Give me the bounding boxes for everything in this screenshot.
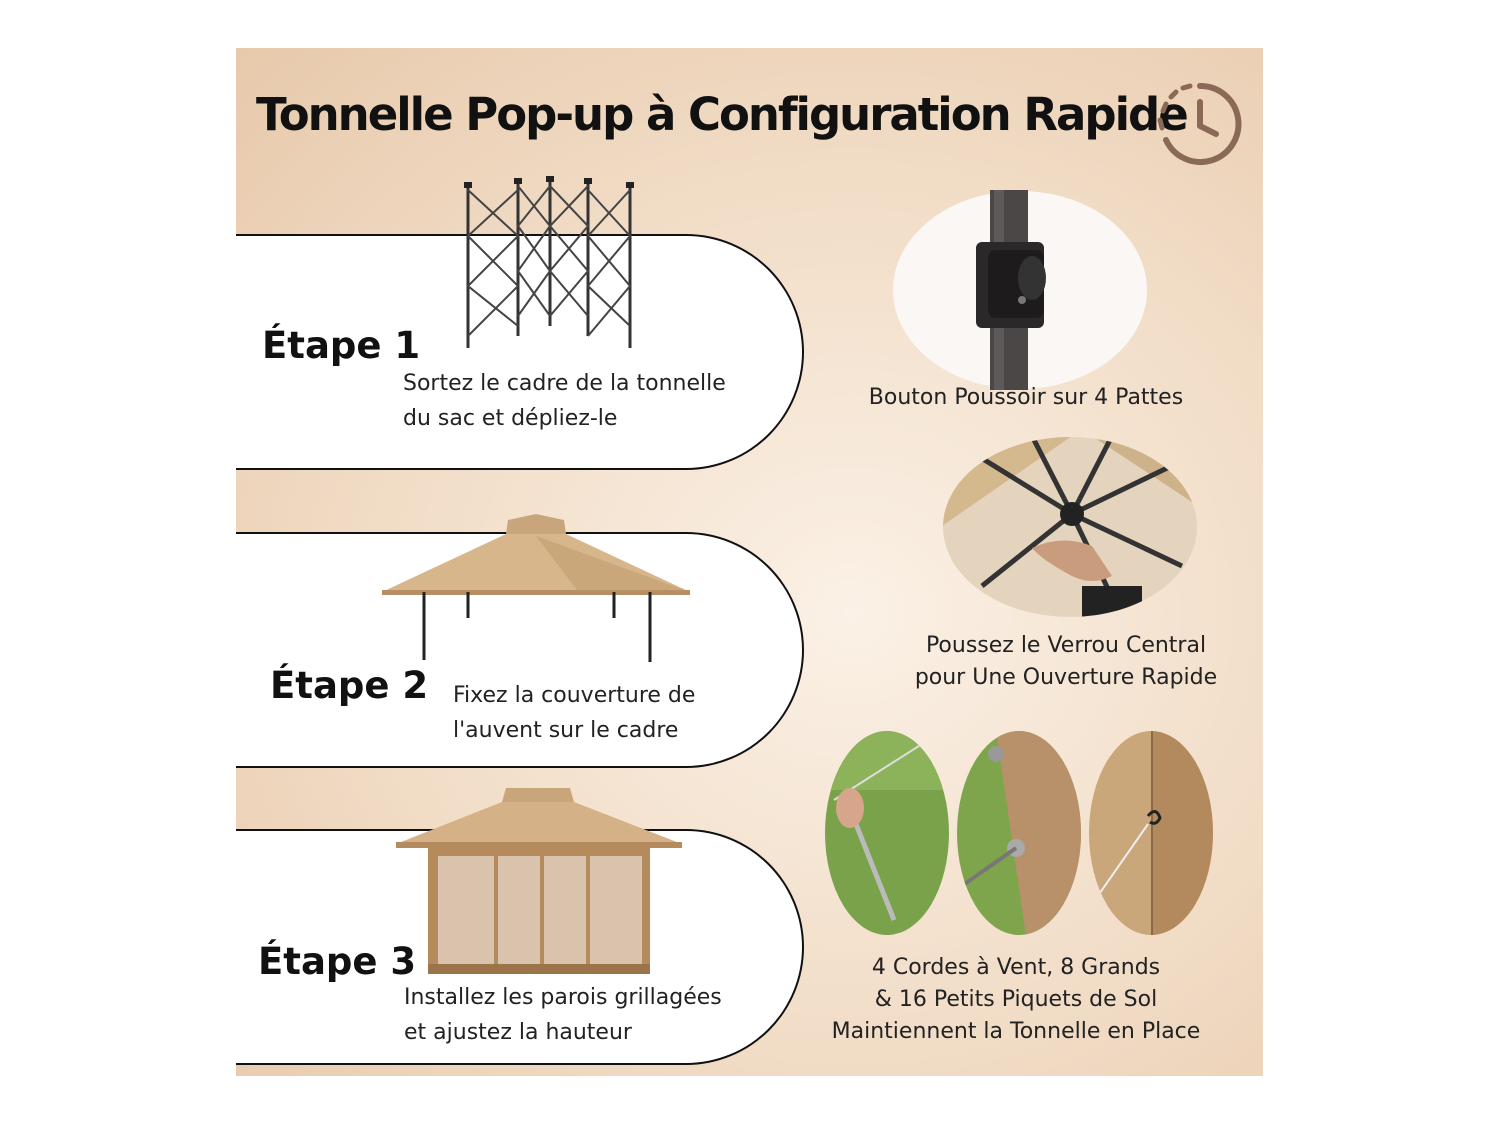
feature-3-caption: [796, 952, 1236, 1048]
stake-on-grass-image: [824, 730, 950, 936]
step-3-label: Étape 3: [258, 940, 417, 983]
step-1-label: Étape 1: [262, 324, 421, 367]
feature-2-caption: [856, 630, 1263, 694]
feature-2-caption-line-1: Poussez le Verrou Central: [925, 633, 1207, 658]
feature-2-caption-line-2: pour Une Ouverture Rapide: [914, 665, 1218, 690]
step-3-description-line-1: Installez les parois grillagées: [404, 985, 722, 1010]
feature-3-caption-line-3: Maintiennent la Tonnelle en Place: [831, 1019, 1201, 1044]
canopy-frame-image: [380, 512, 692, 664]
feature-3-caption-line-2: & 16 Petits Piquets de Sol: [874, 987, 1158, 1012]
ground-rope-image: [956, 730, 1082, 936]
feature-1-caption-line-1: Bouton Poussoir sur 4 Pattes: [868, 385, 1184, 410]
step-2-description-line-2: l'auvent sur le cadre: [453, 718, 679, 743]
screened-gazebo-image: [394, 786, 684, 978]
push-button-closeup-image: [892, 190, 1148, 390]
step-1-description-line-1: Sortez le cadre de la tonnelle: [403, 371, 726, 396]
info-panel: [236, 48, 1263, 1076]
step-2-description: [453, 678, 833, 748]
wall-hook-image: [1088, 730, 1214, 936]
clock-icon: [1154, 78, 1246, 170]
step-2-description-line-1: Fixez la couverture de: [453, 683, 696, 708]
step-3-description: [404, 980, 784, 1050]
feature-3-caption-line-1: 4 Cordes à Vent, 8 Grands: [871, 955, 1161, 980]
feature-1-caption: [816, 382, 1236, 414]
central-lock-closeup-image: [942, 436, 1198, 618]
step-1-description-line-2: du sac et dépliez-le: [403, 406, 618, 431]
folded-frame-image: [458, 176, 648, 356]
step-3-description-line-2: et ajustez la hauteur: [404, 1020, 632, 1045]
page-title: Tonnelle Pop-up à Configuration Rapide: [256, 88, 1187, 141]
step-1-description: [403, 366, 783, 436]
step-2-label: Étape 2: [270, 664, 429, 707]
